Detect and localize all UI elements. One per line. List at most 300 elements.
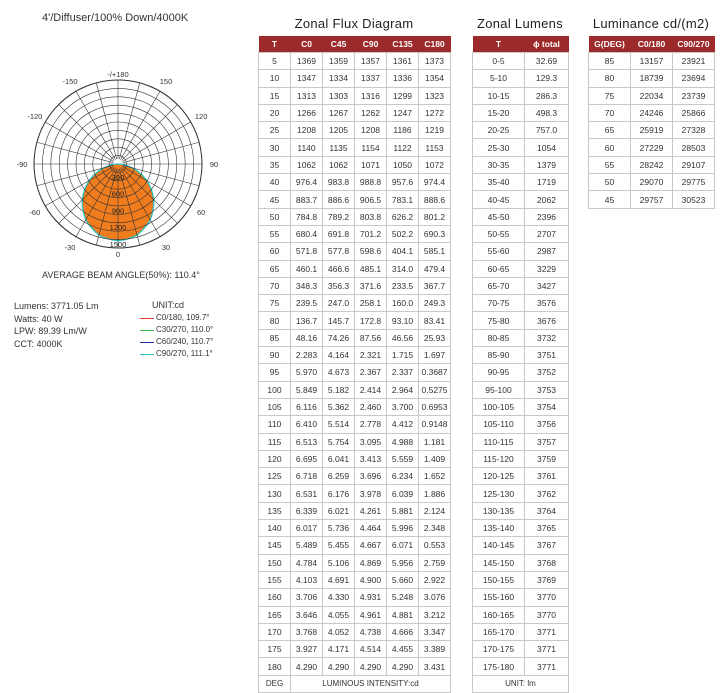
table-cell: 1062: [323, 156, 355, 173]
table-cell: 1336: [387, 70, 419, 87]
table-cell: 3.095: [355, 433, 387, 450]
column-header: G(DEG): [589, 36, 631, 53]
table-cell: 1272: [419, 104, 451, 121]
table-cell: 3756: [525, 416, 569, 433]
table-cell: 150: [259, 554, 291, 571]
table-cell: 1373: [419, 53, 451, 70]
table-cell: 136.7: [291, 312, 323, 329]
table-cell: 6.116: [291, 398, 323, 415]
table-cell: 3759: [525, 450, 569, 467]
table-cell: 65: [259, 260, 291, 277]
legend-swatch: [140, 354, 154, 355]
table-row: [259, 381, 451, 398]
table-cell: 888.6: [419, 191, 451, 208]
table-cell: 155-160: [473, 589, 525, 606]
table-cell: 3765: [525, 520, 569, 537]
column-header: C0: [291, 36, 323, 53]
table-cell: 4.514: [355, 641, 387, 658]
table-cell: 6.234: [387, 468, 419, 485]
table-cell: 789.2: [323, 208, 355, 225]
table-row: [259, 364, 451, 381]
table-cell: 3770: [525, 606, 569, 623]
table-cell: 3771: [525, 641, 569, 658]
table-cell: 1.886: [419, 485, 451, 502]
table-cell: 5.182: [323, 381, 355, 398]
grid-spoke: [119, 83, 139, 159]
table-cell: 249.3: [419, 295, 451, 312]
table-cell: 1208: [291, 122, 323, 139]
table-row: [259, 156, 451, 173]
table-cell: 125-130: [473, 485, 525, 502]
table-cell: 4.290: [323, 658, 355, 675]
table-cell: 60-65: [473, 260, 525, 277]
table-cell: 1303: [323, 87, 355, 104]
table-cell: 10: [259, 70, 291, 87]
table-cell: 3757: [525, 433, 569, 450]
legend-item-c60-240: [140, 336, 213, 348]
table-cell: 5.489: [291, 537, 323, 554]
table-cell: 2.964: [387, 381, 419, 398]
table-cell: 165-170: [473, 623, 525, 640]
table-cell: 1316: [355, 87, 387, 104]
table-cell: 367.7: [419, 277, 451, 294]
table-cell: 3751: [525, 347, 569, 364]
table-row: [473, 174, 569, 191]
table-cell: 1140: [291, 139, 323, 156]
table-row: [473, 260, 569, 277]
angle-tick-label: -60: [29, 208, 41, 217]
table-cell: 3.706: [291, 589, 323, 606]
table-cell: 55: [589, 156, 631, 173]
table-cell: 2.337: [387, 364, 419, 381]
table-cell: 4.103: [291, 571, 323, 588]
table-row: [259, 433, 451, 450]
table-cell: 20-25: [473, 122, 525, 139]
table-row: [473, 450, 569, 467]
table-cell: 2.460: [355, 398, 387, 415]
column-header: T: [259, 36, 291, 53]
table-row: [473, 104, 569, 121]
table-cell: 4.455: [387, 641, 419, 658]
table-cell: 6.071: [387, 537, 419, 554]
table-row: [259, 243, 451, 260]
table-cell: 3.646: [291, 606, 323, 623]
table-row: [473, 589, 569, 606]
table-cell: 160-165: [473, 606, 525, 623]
table-cell: 15-20: [473, 104, 525, 121]
table-cell: 5.849: [291, 381, 323, 398]
table-cell: 95-100: [473, 381, 525, 398]
table-row: [259, 416, 451, 433]
table-cell: 5-10: [473, 70, 525, 87]
table-cell: 160: [259, 589, 291, 606]
table-cell: 906.5: [355, 191, 387, 208]
table-row: [259, 277, 451, 294]
table-cell: 150-155: [473, 571, 525, 588]
table-cell: 3771: [525, 658, 569, 675]
table-cell: 983.8: [323, 174, 355, 191]
table-cell: 2707: [525, 225, 569, 242]
table-cell: 4.673: [323, 364, 355, 381]
lpw-info: LPW: 89.39 Lm/W: [14, 326, 87, 336]
table-cell: 3768: [525, 554, 569, 571]
column-header: ϕ total: [525, 36, 569, 53]
table-cell: 3769: [525, 571, 569, 588]
table-cell: 155: [259, 571, 291, 588]
table-cell: 95: [259, 364, 291, 381]
table-cell: 988.8: [355, 174, 387, 191]
table-cell: 2.414: [355, 381, 387, 398]
beam-angle-label: AVERAGE BEAM ANGLE(50%): 110.4°: [42, 270, 200, 280]
table-row: [473, 277, 569, 294]
table-cell: 130-135: [473, 502, 525, 519]
table-cell: 115-120: [473, 450, 525, 467]
table-cell: 85-90: [473, 347, 525, 364]
table-cell: 348.3: [291, 277, 323, 294]
table-cell: 1.652: [419, 468, 451, 485]
table-row: [473, 416, 569, 433]
table-cell: 1357: [355, 53, 387, 70]
table-cell: 3676: [525, 312, 569, 329]
table-cell: 70-75: [473, 295, 525, 312]
table-row: [589, 70, 715, 87]
table-cell: 29775: [673, 174, 715, 191]
table-cell: 5.559: [387, 450, 419, 467]
table-cell: 28242: [631, 156, 673, 173]
watts-info: Watts: 40 W: [14, 313, 63, 324]
table-cell: 70: [589, 104, 631, 121]
table-row: [259, 295, 451, 312]
table-cell: 4.290: [387, 658, 419, 675]
table-cell: 356.3: [323, 277, 355, 294]
table-cell: 25-30: [473, 139, 525, 156]
table-row: [473, 53, 569, 70]
table-cell: 40-45: [473, 191, 525, 208]
table-cell: 180: [259, 658, 291, 675]
table-row: [473, 156, 569, 173]
table-cell: 25: [259, 122, 291, 139]
table-cell: 172.8: [355, 312, 387, 329]
table-cell: 6.718: [291, 468, 323, 485]
table-row: [259, 139, 451, 156]
table-cell: 27229: [631, 139, 673, 156]
table-cell: 23694: [673, 70, 715, 87]
luminance-title: Luminance cd/(m2): [592, 16, 710, 31]
table-cell: 4.164: [323, 347, 355, 364]
table-cell: 1208: [355, 122, 387, 139]
table-cell: 140-145: [473, 537, 525, 554]
polar-unit-label: UNIT:cd: [152, 300, 185, 310]
table-cell: 4.738: [355, 623, 387, 640]
table-row: [473, 191, 569, 208]
table-cell: 485.1: [355, 260, 387, 277]
table-cell: 120: [259, 450, 291, 467]
zonal-lumens-table: [472, 36, 569, 693]
table-cell: 50-55: [473, 225, 525, 242]
table-cell: 13157: [631, 53, 673, 70]
table-row: [473, 554, 569, 571]
table-row: [259, 70, 451, 87]
table-cell: 4.290: [291, 658, 323, 675]
column-header: C90/270: [673, 36, 715, 53]
table-cell: 784.8: [291, 208, 323, 225]
table-cell: 145.7: [323, 312, 355, 329]
legend-label: C90/270, 111.1°: [156, 349, 213, 358]
table-cell: 25919: [631, 122, 673, 139]
table-header-row: [589, 36, 715, 53]
table-cell: 55: [259, 225, 291, 242]
table-row: [473, 502, 569, 519]
table-cell: 691.8: [323, 225, 355, 242]
table-cell: 35-40: [473, 174, 525, 191]
table-cell: 460.1: [291, 260, 323, 277]
table-cell: 801.2: [419, 208, 451, 225]
table-cell: 1299: [387, 87, 419, 104]
table-cell: 1153: [419, 139, 451, 156]
table-cell: 1323: [419, 87, 451, 104]
table-cell: 85: [259, 329, 291, 346]
footer-deg-label: DEG: [259, 675, 291, 692]
table-row: [259, 260, 451, 277]
column-header: C135: [387, 36, 419, 53]
column-header: C90: [355, 36, 387, 53]
table-cell: 65-70: [473, 277, 525, 294]
table-cell: 4.881: [387, 606, 419, 623]
table-cell: 976.4: [291, 174, 323, 191]
table-cell: 3.700: [387, 398, 419, 415]
table-row: [259, 641, 451, 658]
column-header: C180: [419, 36, 451, 53]
table-cell: 80-85: [473, 329, 525, 346]
footer-unit-label: LUMINOUS INTENSITY:cd: [291, 675, 451, 692]
table-cell: 6.531: [291, 485, 323, 502]
table-cell: 2.922: [419, 571, 451, 588]
table-cell: 145-150: [473, 554, 525, 571]
table-cell: 3576: [525, 295, 569, 312]
table-cell: 4.869: [355, 554, 387, 571]
angle-tick-label: -30: [64, 243, 76, 253]
table-row: [259, 122, 451, 139]
table-cell: 3767: [525, 537, 569, 554]
table-row: [259, 450, 451, 467]
angle-tick-label: 150: [159, 76, 173, 86]
table-cell: 502.2: [387, 225, 419, 242]
table-cell: 48.16: [291, 329, 323, 346]
table-cell: 30523: [673, 191, 715, 208]
grid-spoke: [123, 142, 199, 162]
table-cell: 105-110: [473, 416, 525, 433]
table-cell: 4.290: [355, 658, 387, 675]
table-cell: 55-60: [473, 243, 525, 260]
table-cell: 22034: [631, 87, 673, 104]
table-cell: 957.6: [387, 174, 419, 191]
table-cell: 585.1: [419, 243, 451, 260]
table-cell: 5.996: [387, 520, 419, 537]
table-cell: 4.330: [323, 589, 355, 606]
table-cell: 87.56: [355, 329, 387, 346]
table-row: [473, 347, 569, 364]
legend-swatch: [140, 330, 154, 331]
column-header: T: [473, 36, 525, 53]
table-cell: 24246: [631, 104, 673, 121]
table-cell: 115: [259, 433, 291, 450]
table-cell: 5.881: [387, 502, 419, 519]
table-cell: 2396: [525, 208, 569, 225]
table-cell: 314.0: [387, 260, 419, 277]
table-cell: 6.176: [323, 485, 355, 502]
table-cell: 5.736: [323, 520, 355, 537]
table-row: [473, 606, 569, 623]
table-cell: 886.6: [323, 191, 355, 208]
table-cell: 571.8: [291, 243, 323, 260]
column-header: C0/180: [631, 36, 673, 53]
table-row: [259, 537, 451, 554]
table-row: [589, 87, 715, 104]
luminance-table: [588, 36, 715, 209]
legend-label: C30/270, 110.0°: [156, 325, 214, 334]
table-cell: 15: [259, 87, 291, 104]
table-cell: 4.261: [355, 502, 387, 519]
table-row: [259, 520, 451, 537]
table-cell: 110-115: [473, 433, 525, 450]
table-row: [259, 606, 451, 623]
grid-spoke: [37, 142, 113, 162]
table-cell: 757.0: [525, 122, 569, 139]
table-row: [473, 537, 569, 554]
table-cell: 23921: [673, 53, 715, 70]
table-cell: 4.171: [323, 641, 355, 658]
table-cell: 3.413: [355, 450, 387, 467]
table-row: [259, 225, 451, 242]
table-cell: 1.409: [419, 450, 451, 467]
table-cell: 1062: [291, 156, 323, 173]
table-cell: 6.039: [387, 485, 419, 502]
table-cell: 247.0: [323, 295, 355, 312]
table-header-row: [473, 36, 569, 53]
table-row: [473, 208, 569, 225]
table-cell: 129.3: [525, 70, 569, 87]
table-cell: 690.3: [419, 225, 451, 242]
polar-chart-title: 4'/Diffuser/100% Down/4000K: [42, 12, 189, 24]
table-cell: 4.666: [387, 623, 419, 640]
table-cell: 371.6: [355, 277, 387, 294]
table-cell: 1719: [525, 174, 569, 191]
zonal-flux-section: [258, 12, 450, 693]
legend-swatch: [140, 342, 154, 343]
table-row: [473, 243, 569, 260]
table-cell: 125: [259, 468, 291, 485]
table-cell: 90-95: [473, 364, 525, 381]
table-cell: 30-35: [473, 156, 525, 173]
table-cell: 258.1: [355, 295, 387, 312]
grid-spoke: [76, 91, 115, 159]
table-cell: 6.410: [291, 416, 323, 433]
table-cell: 75: [259, 295, 291, 312]
table-cell: 3.927: [291, 641, 323, 658]
table-cell: 0.553: [419, 537, 451, 554]
table-cell: 3732: [525, 329, 569, 346]
table-cell: 3771: [525, 623, 569, 640]
table-cell: 6.513: [291, 433, 323, 450]
table-cell: 0.5275: [419, 381, 451, 398]
table-cell: 40: [259, 174, 291, 191]
table-cell: 2.321: [355, 347, 387, 364]
table-cell: 6.021: [323, 502, 355, 519]
table-cell: 45-50: [473, 208, 525, 225]
angle-tick-label: -150: [62, 76, 78, 86]
legend-swatch: [140, 318, 154, 319]
table-cell: 3752: [525, 364, 569, 381]
table-row: [259, 554, 451, 571]
table-cell: 1054: [525, 139, 569, 156]
table-row: [473, 571, 569, 588]
table-cell: 3770: [525, 589, 569, 606]
table-cell: 27328: [673, 122, 715, 139]
table-cell: 1247: [387, 104, 419, 121]
angle-tick-label: 90: [209, 160, 219, 169]
polar-intensity-chart: [0, 62, 240, 272]
table-cell: 3.212: [419, 606, 451, 623]
table-row: [473, 658, 569, 675]
table-cell: 3.347: [419, 623, 451, 640]
table-cell: 1266: [291, 104, 323, 121]
table-cell: 29070: [631, 174, 673, 191]
table-cell: 1334: [323, 70, 355, 87]
table-cell: 1.181: [419, 433, 451, 450]
table-cell: 233.5: [387, 277, 419, 294]
table-cell: 239.5: [291, 295, 323, 312]
table-cell: 30: [259, 139, 291, 156]
table-row: [589, 53, 715, 70]
table-cell: 3.076: [419, 589, 451, 606]
table-footer-row: [473, 675, 569, 692]
table-cell: 65: [589, 122, 631, 139]
table-cell: 1262: [355, 104, 387, 121]
grid-spoke: [121, 91, 160, 159]
table-row: [473, 520, 569, 537]
table-cell: 120-125: [473, 468, 525, 485]
table-cell: 1347: [291, 70, 323, 87]
table-cell: 5.106: [323, 554, 355, 571]
table-row: [259, 502, 451, 519]
table-cell: 5.248: [387, 589, 419, 606]
table-row: [473, 139, 569, 156]
angle-tick-label: 120: [194, 112, 208, 121]
table-cell: 2.367: [355, 364, 387, 381]
table-row: [259, 468, 451, 485]
table-row: [473, 433, 569, 450]
table-row: [473, 87, 569, 104]
grid-spoke: [122, 122, 190, 161]
radial-tick-label: 900: [111, 206, 125, 216]
table-cell: 5.956: [387, 554, 419, 571]
table-cell: 3.978: [355, 485, 387, 502]
table-row: [589, 191, 715, 208]
table-cell: 160.0: [387, 295, 419, 312]
table-cell: 2.778: [355, 416, 387, 433]
table-row: [473, 295, 569, 312]
table-row: [259, 312, 451, 329]
polar-legend: [140, 312, 213, 360]
table-row: [473, 485, 569, 502]
table-row: [473, 225, 569, 242]
angle-tick-label: 0: [115, 250, 121, 259]
zonal-flux-title: Zonal Flux Diagram: [294, 16, 414, 31]
table-cell: 0.6953: [419, 398, 451, 415]
table-cell: 3753: [525, 381, 569, 398]
table-cell: 2.759: [419, 554, 451, 571]
table-cell: 1050: [387, 156, 419, 173]
